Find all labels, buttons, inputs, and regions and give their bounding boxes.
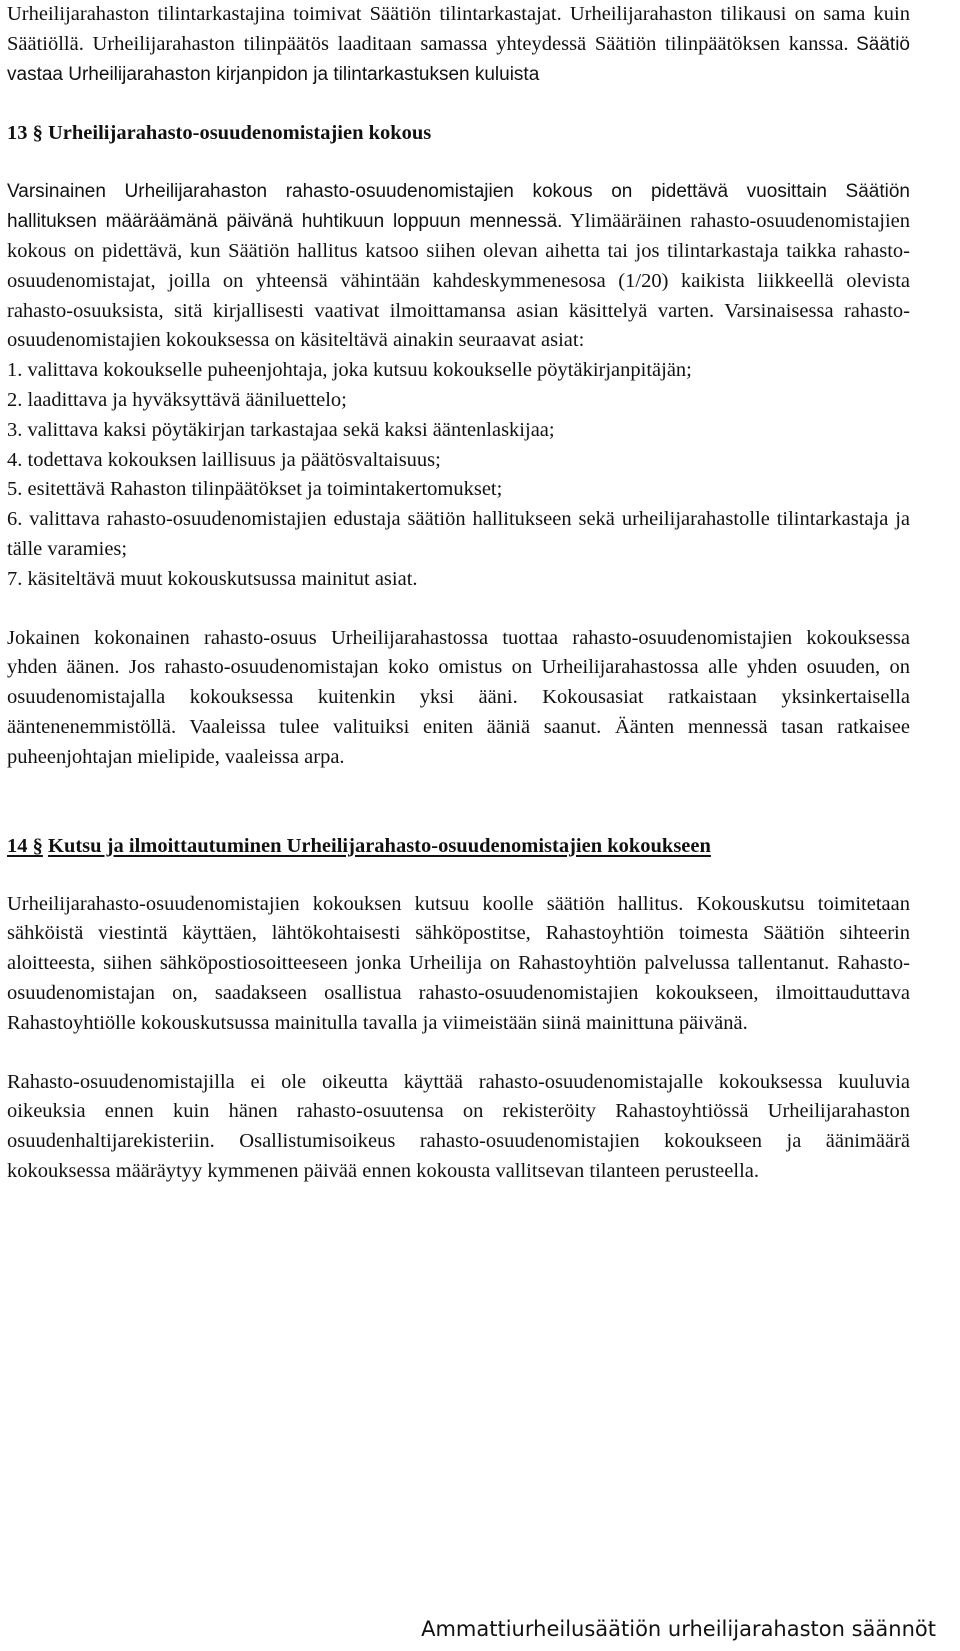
agenda-item: 5. esitettävä Rahaston tilinpäätökset ja toimintakertomukset;: [7, 478, 503, 501]
section-14-number: 14 §: [7, 834, 43, 857]
section-14-paragraph-2: Rahasto-osuudenomistajilla ei ole oikeutta käyttää rahasto-osuudenomistajalle kokouksessa kuuluvia oikeuksia ennen kuin hänen rahasto-osuutensa on rekisteröity Rahastoyhtiössä Urheilijarahaston osuudenhaltijarekisteriin. Osallistumisoikeus rahasto-osuudenomistajien kokoukseen ja äänimäärä kokouksessa määräytyy kymmenen päivää ennen kokousta vallitsevan tilanteen perusteella.: [7, 1070, 910, 1182]
agenda-item: 1. valittava kokoukselle puheenjohtaja, joka kutsuu kokoukselle pöytäkirjanpitäjän;: [7, 359, 692, 382]
section-14-title: Kutsu ja ilmoittautuminen Urheilijarahasto-osuudenomistajien kokoukseen: [48, 834, 711, 857]
agenda-item: 2. laadittava ja hyväksyttävä ääniluettelo;: [7, 388, 347, 411]
agenda-list: [7, 356, 910, 594]
section-13-text-serif: Ylimääräinen rahasto-osuudenomistajien kokous on pidettävä, kun Säätiön hallitus katsoo siihen olevan aihetta tai jos tilintarkastaja taikka rahasto-osuudenomistajat, joilla on yhteensä vähintään kahdeskymmenesosa (1/20) kaikista liikkeellä olevista rahasto-osuuksista, sitä kirjallisesti vaativat ilmoittamansa asian käsittelyä varten. Varsinaisessa rahasto-osuudenomistajien kokouksessa on käsiteltävä ainakin seuraavat asiat:: [7, 210, 910, 352]
section-13-text-sans: Varsinainen Urheilijarahaston rahasto-osuudenomistajien kokous on pidettävä vuosittain Säätiön hallituksen määräämänä päivänä huhtikuun loppuun mennessä.: [7, 181, 910, 233]
section-13-paragraph-1: [7, 177, 910, 356]
page-footer: Ammattiurheilusäätiön urheilijarahaston säännöt: [421, 1617, 936, 1641]
document-page: [7, 0, 910, 1187]
intro-text-sans: Säätiö vastaa Urheilijarahaston kirjanpidon ja tilintarkastuksen kuluista: [7, 33, 910, 85]
agenda-item: 3. valittava kaksi pöytäkirjan tarkastajaa sekä kaksi ääntenlaskijaa;: [7, 418, 555, 441]
section-14-heading: [7, 831, 910, 861]
agenda-item: 4. todettava kokouksen laillisuus ja päätösvaltaisuus;: [7, 448, 441, 471]
agenda-item: 7. käsiteltävä muut kokouskutsussa mainitut asiat.: [7, 567, 418, 590]
section-13-title: Urheilijarahasto-osuudenomistajien kokous: [48, 122, 432, 145]
section-13-number: 13 §: [7, 122, 43, 145]
section-13-paragraph-2: Jokainen kokonainen rahasto-osuus Urheilijarahastossa tuottaa rahasto-osuudenomistajien kokouksessa yhden äänen. Jos rahasto-osuudenomistajan koko omistus on Urheilijarahastossa alle yhden osuuden, on osuudenomistajalla kokouksessa kuitenkin yksi ääni. Kokousasiat ratkaistaan yksinkertaisella ääntenenemmistöllä. Vaaleissa tulee valituiksi eniten ääniä saanut. Äänten mennessä tasan ratkaisee puheenjohtajan mielipide, vaaleissa arpa.: [7, 626, 910, 768]
intro-text-serif: Urheilijarahaston tilintarkastajina toimivat Säätiön tilintarkastajat. Urheilijarahaston tilikausi on sama kuin Säätiöllä. Urheilijarahaston tilinpäätös laaditaan samassa yhteydessä Säätiön tilinpäätöksen kanssa.: [7, 3, 910, 55]
section-13-heading: [7, 118, 910, 148]
intro-paragraph: [7, 0, 910, 89]
section-14-paragraph-1: Urheilijarahasto-osuudenomistajien kokouksen kutsuu koolle säätiön hallitus. Kokouskutsu toimitetaan sähköistä viestintä käyttäen, lähtökohtaisesti sähköpostitse, Rahastoyhtiön toimesta Säätiön sihteerin aloitteesta, siihen sähköpostiosoitteeseen jonka Urheilija on Rahastoyhtiön palvelussa tallentanut. Rahasto-osuudenomistajan on, saadakseen osallistua rahasto-osuudenomistajien kokoukseen, ilmoittauduttava Rahastoyhtiölle kokouskutsussa mainitulla tavalla ja viimeistään siinä mainittuna päivänä.: [7, 892, 910, 1034]
agenda-item: 6. valittava rahasto-osuudenomistajien edustaja säätiön hallitukseen sekä urheilijarahastolle tilintarkastaja ja tälle varamies;: [7, 508, 910, 560]
